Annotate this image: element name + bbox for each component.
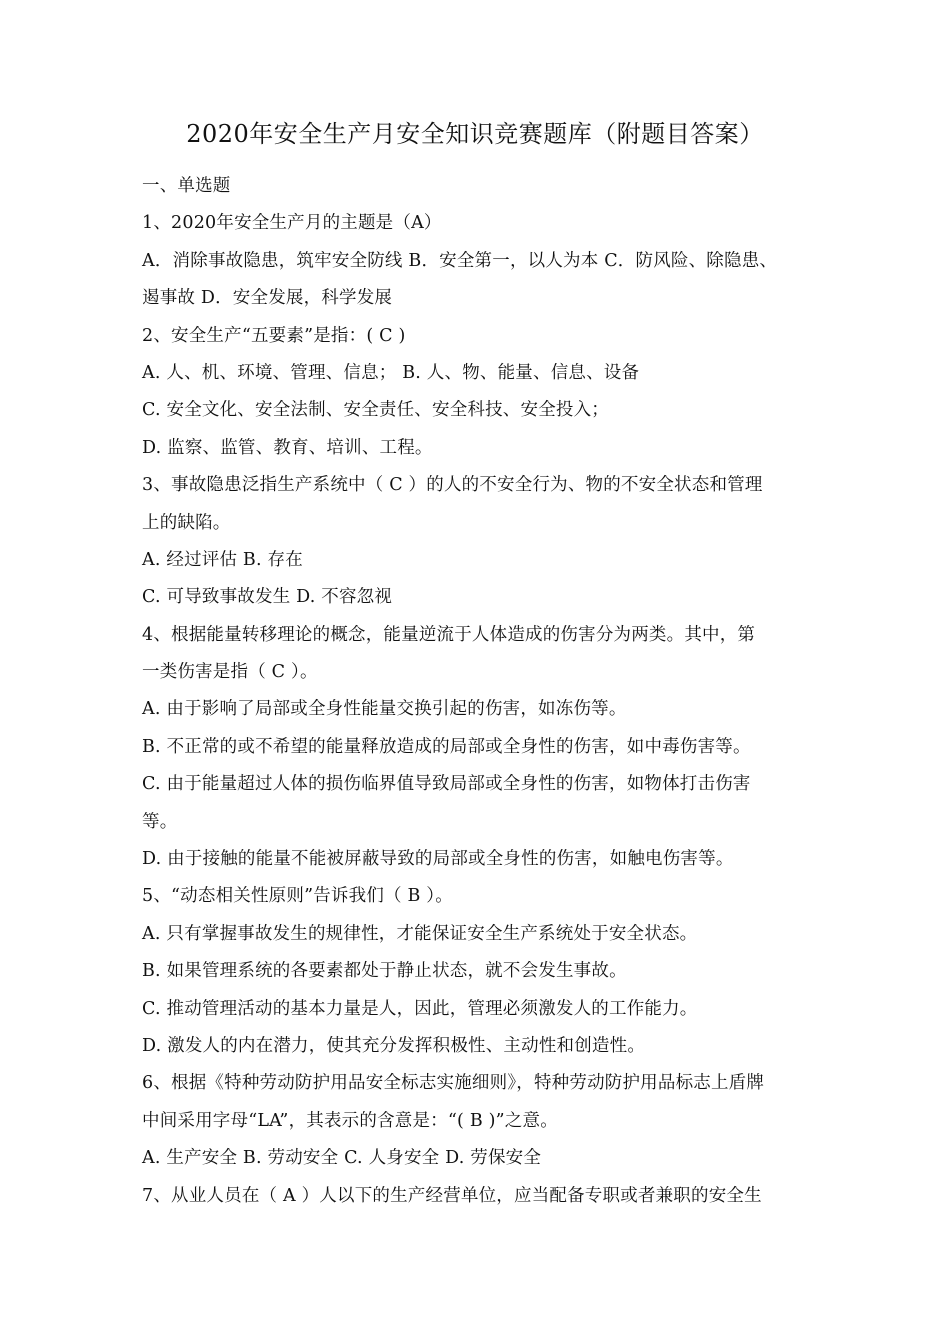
section-heading: 一、单选题 (142, 176, 231, 196)
question-4: 4、根据能量转移理论的概念，能量逆流于人体造成的伤害分为两类。其中，第 (142, 624, 756, 645)
question-2-option-ab: A. 人、机、环境、管理、信息； B. 人、物、能量、信息、设备 (142, 362, 640, 383)
question-6-options: A. 生产安全 B. 劳动安全 C. 人身安全 D. 劳保安全 (142, 1148, 542, 1169)
question-5: 5、“动态相关性原则”告诉我们（ B ）。 (142, 886, 453, 907)
question-4-option-d: D. 由于接触的能量不能被屏蔽导致的局部或全身性的伤害，如触电伤害等。 (142, 849, 734, 870)
question-2-option-c: C. 安全文化、安全法制、安全责任、安全科技、安全投入； (142, 400, 609, 421)
question-1-options-cont: 遏事故 D．安全发展，科学发展 (142, 288, 393, 309)
question-5-option-d: D. 激发人的内在潜力，使其充分发挥积极性、主动性和创造性。 (142, 1035, 646, 1056)
question-5-option-a: A. 只有掌握事故发生的规律性，才能保证安全生产系统处于安全状态。 (142, 923, 698, 944)
question-3-option-cd: C. 可导致事故发生 D. 不容忽视 (142, 587, 393, 608)
question-5-option-b: B. 如果管理系统的各要素都处于静止状态，就不会发生事故。 (142, 961, 627, 982)
document-title: 2020年安全生产月安全知识竞赛题库（附题目答案） (186, 120, 764, 148)
question-6-cont: 中间采用字母“LA”，其表示的含意是：“( B )”之意。 (142, 1110, 558, 1131)
question-1: 1、2020年安全生产月的主题是（A） (142, 213, 442, 234)
question-3: 3、事故隐患泛指生产系统中（ C ）的人的不安全行为、物的不安全状态和管理 (142, 475, 763, 496)
question-3-option-ab: A. 经过评估 B. 存在 (142, 549, 303, 570)
question-2: 2、安全生产“五要素”是指：( C ) (142, 325, 406, 346)
question-6: 6、根据《特种劳动防护用品安全标志实施细则》，特种劳动防护用品标志上盾牌 (142, 1073, 765, 1094)
question-1-options: A．消除事故隐患，筑牢安全防线 B．安全第一，以人为本 C．防风险、除隐患、 (142, 250, 778, 271)
question-4-option-c: C. 由于能量超过人体的损伤临界值导致局部或全身性的伤害，如物体打击伤害 (142, 774, 751, 795)
question-2-option-d: D. 监察、监管、教育、培训、工程。 (142, 437, 433, 458)
question-3-cont: 上的缺陷。 (142, 512, 231, 533)
question-4-option-b: B. 不正常的或不希望的能量释放造成的局部或全身性的伤害，如中毒伤害等。 (142, 736, 751, 757)
question-7: 7、从业人员在（ A ）人以下的生产经营单位，应当配备专职或者兼职的安全生 (142, 1185, 762, 1206)
document-body (142, 168, 812, 1215)
question-5-option-c: C. 推动管理活动的基本力量是人，因此，管理必须激发人的工作能力。 (142, 998, 698, 1019)
question-4-option-c-cont: 等。 (142, 811, 178, 832)
question-4-cont: 一类伤害是指（ C ）。 (142, 662, 318, 683)
question-4-option-a: A. 由于影响了局部或全身性能量交换引起的伤害，如冻伤等。 (142, 699, 627, 720)
